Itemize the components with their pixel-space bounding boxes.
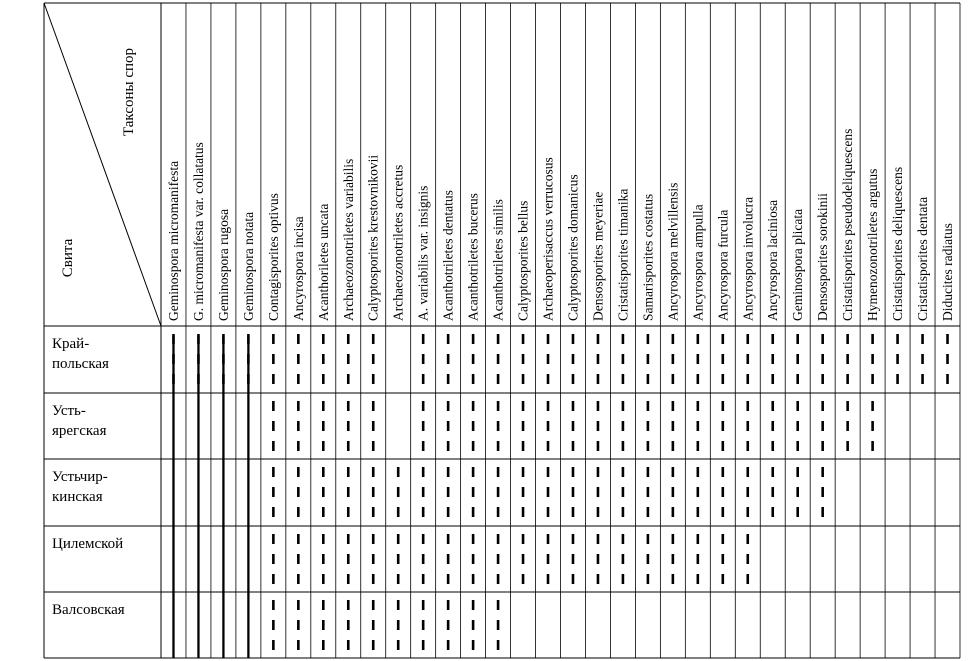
taxon-label: Geminospora micromanifesta <box>165 160 181 321</box>
suite-label: Усть-ярегская <box>52 403 107 439</box>
taxon-label: Acanthotriletes similis <box>490 199 506 321</box>
taxon-label: Archaeoperisaccus verrucosus <box>540 157 556 321</box>
taxon-label: Geminospora rugosa <box>215 208 231 321</box>
taxon-label: Samarisporites costatus <box>640 193 656 321</box>
taxon-label: Geminospora plicata <box>790 208 806 321</box>
suite-label: Валсовская <box>52 602 125 618</box>
suite-label: Устьчир-кинская <box>52 469 108 505</box>
table-corner-header <box>60 48 137 277</box>
taxon-label: Cristatisporites pseudodeliquescens <box>840 128 856 321</box>
taxon-label: Ancyrospora ampulla <box>690 204 706 321</box>
taxon-label: Ancyrospora furcula <box>715 209 731 321</box>
taxon-label: Ancyrospora incisa <box>290 216 306 321</box>
taxon-label: Hymenozonotriletes argutus <box>865 168 881 321</box>
taxon-label: Acanthotriletes bucerus <box>465 193 481 321</box>
taxon-label: Acanthoriletes uncata <box>315 203 331 321</box>
header-taxa-label: Таксоны спор <box>121 47 137 137</box>
taxon-label: Ancyrospora involucra <box>740 196 756 321</box>
suite-row-labels <box>52 336 125 618</box>
taxon-label: Archaeozonotriletes accretus <box>390 164 406 321</box>
taxon-label: Cristatisporites deliquescens <box>890 166 906 321</box>
taxon-label: Ancyrospora laciniosa <box>765 199 781 321</box>
taxon-label: Calyptosporites domanicus <box>565 174 581 321</box>
taxon-label: Contagisporites optivus <box>265 193 281 321</box>
taxon-label: Archaeozonotriletes variabilis <box>340 158 356 321</box>
taxon-label: Cristatisporites timanika <box>615 188 631 321</box>
taxon-label: G. micromanifesta var. collatatus <box>190 142 206 321</box>
taxon-label: A. variabilis var. insignis <box>415 185 431 321</box>
table-grid <box>44 3 960 658</box>
taxon-label: Cristatisporites dentata <box>915 196 931 321</box>
suite-label: Край-польская <box>52 336 109 372</box>
taxon-label: Acanthotriletes dentatus <box>440 190 456 321</box>
suite-label: Цилемской <box>52 536 124 552</box>
header-suite-label: Свита <box>60 238 76 278</box>
taxon-label: Calyptosporites bellus <box>515 200 531 321</box>
taxon-label: Densosporites sorokinii <box>815 193 831 321</box>
taxon-label: Calyptosporites krestovnikovii <box>365 154 381 321</box>
taxon-label: Geminospora notata <box>240 211 256 321</box>
taxon-label: Ancyrospora melvillensis <box>665 182 681 321</box>
taxon-label: Densosporites meyeriae <box>590 191 606 321</box>
taxon-label: Diducites radiatus <box>940 223 956 321</box>
